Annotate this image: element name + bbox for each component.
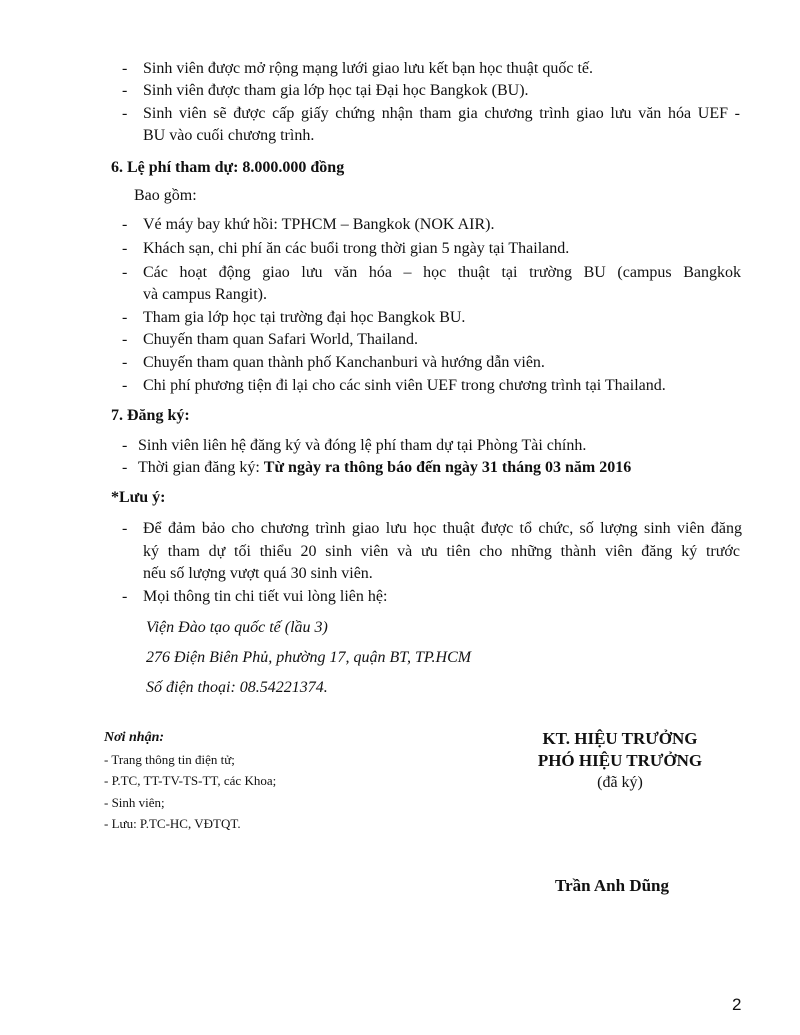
signature-title: KT. HIỆU TRƯỞNG <box>542 729 698 748</box>
signature-subtitle: PHÓ HIỆU TRƯỞNG <box>537 751 703 770</box>
fee-item: Chuyến tham quan thành phố Kanchanburi và hướng dẫn viên. <box>143 354 545 371</box>
bullet-dash: - <box>122 588 128 605</box>
bullet-dash: - <box>122 437 128 454</box>
includes-label: Bao gồm: <box>134 187 197 204</box>
note-label: *Lưu ý: <box>111 489 166 506</box>
signer-name: Trần Anh Dũng <box>555 876 670 895</box>
fee-item: Các hoạt động giao lưu văn hóa – học thuật tại trường BU (campus Bangkok <box>143 264 741 281</box>
intro-bullet: Sinh viên sẽ được cấp giấy chứng nhận tham gia chương trình giao lưu văn hóa UEF - <box>143 105 740 122</box>
bullet-dash: - <box>122 240 128 257</box>
bullet-dash: - <box>122 459 128 476</box>
page-number: 2 <box>732 995 742 1014</box>
fee-item: Vé máy bay khứ hồi: TPHCM – Bangkok (NOK AIR). <box>143 216 495 233</box>
note-item: Mọi thông tin chi tiết vui lòng liên hệ: <box>143 588 388 605</box>
note-item-line: Để đảm bảo cho chương trình giao lưu học thuật được tổ chức, số lượng sinh viên đăng <box>143 520 742 537</box>
fee-item: Chuyến tham quan Safari World, Thailand. <box>143 331 418 348</box>
bullet-dash: - <box>122 331 128 348</box>
bullet-dash: - <box>122 354 128 371</box>
registration-deadline-value: Từ ngày ra thông báo đến ngày 31 tháng 03 năm 2016 <box>263 459 632 476</box>
fee-item: Khách sạn, chi phí ăn các buổi trong thời gian 5 ngày tại Thailand. <box>143 240 570 257</box>
recipient-item: - Lưu: P.TC-HC, VĐTQT. <box>104 816 241 831</box>
bullet-dash: - <box>122 216 128 233</box>
fee-item-continued: và campus Rangit). <box>143 286 267 303</box>
bullet-dash: - <box>122 105 128 122</box>
bullet-dash: - <box>122 377 128 394</box>
registration-heading: 7. Đăng ký: <box>111 407 190 424</box>
intro-bullet: Sinh viên được mở rộng mạng lưới giao lưu kết bạn học thuật quốc tế. <box>143 60 593 77</box>
bullet-dash: - <box>122 520 128 537</box>
registration-item: Sinh viên liên hệ đăng ký và đóng lệ phí tham dự tại Phòng Tài chính. <box>138 437 587 454</box>
recipient-item: - Sinh viên; <box>104 795 165 810</box>
note-item-line: nếu số lượng vượt quá 30 sinh viên. <box>143 565 373 582</box>
registration-deadline-label: Thời gian đăng ký: <box>138 459 264 476</box>
bullet-dash: - <box>122 60 128 77</box>
recipient-item: - P.TC, TT-TV-TS-TT, các Khoa; <box>104 773 277 788</box>
contact-office: Viện Đào tạo quốc tế (lầu 3) <box>146 619 328 636</box>
bullet-dash: - <box>122 82 128 99</box>
bullet-dash: - <box>122 264 128 281</box>
note-item-line: ký tham dự tối thiểu 20 sinh viên và ưu tiên cho những thành viên đăng ký trước <box>143 543 740 560</box>
contact-phone: Số điện thoại: 08.54221374. <box>146 679 328 696</box>
fee-item: Tham gia lớp học tại trường đại học Bangkok BU. <box>143 309 466 326</box>
signature-block <box>500 728 740 794</box>
intro-bullet-continued: BU vào cuối chương trình. <box>143 127 315 144</box>
intro-bullet: Sinh viên được tham gia lớp học tại Đại học Bangkok (BU). <box>143 82 529 99</box>
contact-address: 276 Điện Biên Phủ, phường 17, quận BT, TP.HCM <box>146 649 472 666</box>
bullet-dash: - <box>122 309 128 326</box>
signature-status: (đã ký) <box>597 774 643 791</box>
fee-item: Chi phí phương tiện đi lại cho các sinh viên UEF trong chương trình tại Thailand. <box>143 377 666 394</box>
recipients-label: Nơi nhận: <box>104 730 165 745</box>
recipient-item: - Trang thông tin điện tử; <box>104 752 235 767</box>
fee-heading: 6. Lệ phí tham dự: 8.000.000 đồng <box>111 159 345 176</box>
registration-deadline <box>138 459 631 477</box>
